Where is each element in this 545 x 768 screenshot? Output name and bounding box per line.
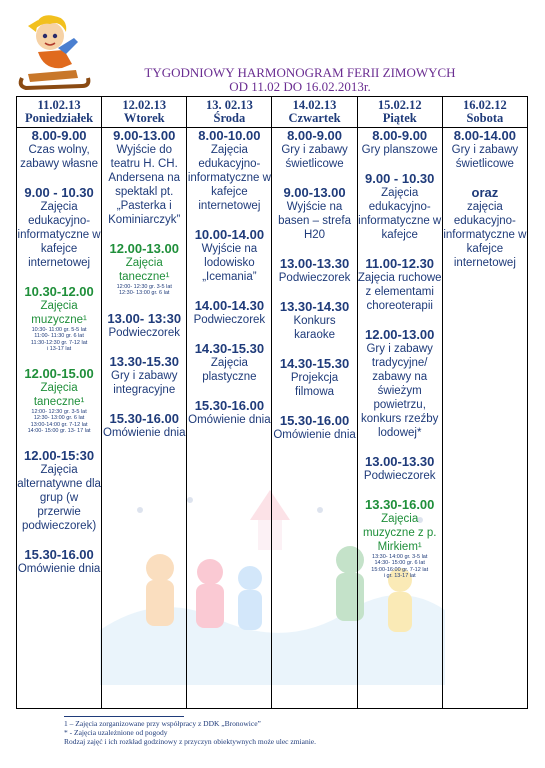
entry-time: 8.00-9.00 [31,128,87,143]
day-name: Poniedziałek [25,111,94,125]
day-name: Wtorek [123,111,165,125]
entry-time: 9.00 - 10.30 [24,185,94,200]
entry-group-note: 12:30- 13:00 gr. 6 lat [33,415,85,422]
footnotes [64,716,316,746]
entry-time: 9.00-13.00 [283,185,346,200]
entry-group-note: 11:00- 11:30 gr. 6 lat [34,333,84,340]
entry-time: 12.00-13.00 [109,241,179,256]
entry-activity: Zajęcia alternatywne dla grup (w przerwie podwieczorek) [17,464,101,533]
schedule-entry [272,413,356,442]
entry-time: 15.30-16.00 [109,410,179,426]
day-header [442,97,527,128]
footnote-1: 1 – Zajęcia zorganizowane przy współpracy z DDK „Bronowice” [64,719,261,728]
day-date: 15.02.12 [377,98,422,112]
schedule-entry [358,128,442,157]
entry-time: 13.30-16.00 [365,497,435,512]
day-header-row [17,97,528,128]
schedule-entry [187,298,271,327]
title-line-2: OD 11.02 DO 16.02.2013r. [229,79,371,94]
entry-time: 9.00 - 10.30 [365,171,435,186]
day-date: 13. 02.13 [205,98,253,112]
day-column [187,128,272,709]
entry-time: 14.30-15.30 [279,356,350,371]
schedule-entry [17,448,101,533]
schedule-entry [187,341,271,384]
day-header [272,97,357,128]
entry-time: 15.30-16.00 [194,398,265,413]
entry-time: 9.00-13.00 [113,128,176,143]
schedule-entry [358,454,442,483]
schedule-entry [17,185,101,270]
entry-time: 12.00-15:30 [24,448,95,464]
entry-time: 12.00-15.00 [24,366,94,382]
schedule-entry [17,284,101,352]
entry-activity: Gry i zabawy tradycyjne/ zabawy na świeżym powietrzu, konkurs rzeźby lodowej* [361,343,439,439]
day-column [17,128,102,709]
day-column [102,128,187,709]
schedule-entry [358,327,442,440]
entry-time: 12.00-13.00 [365,327,435,342]
entry-activity: Zajęcia plastyczne [202,357,257,383]
entry-activity: Konkurs karaoke [293,315,336,341]
schedule-entry [272,256,356,285]
footnote-divider [64,716,184,717]
day-header [357,97,442,128]
entry-time: 13.00-13.30 [279,256,350,271]
entry-activity: Zajęcia taneczne¹ [118,257,170,283]
entry-time: 8.00-9.00 [372,128,428,143]
entry-time: 15.30-16.00 [279,413,350,428]
entry-time: 8.00-9.00 [287,128,343,143]
entry-activity: Omówienie dnia [103,426,186,439]
entry-time: 11.00-12.30 [365,256,435,271]
entry-activity: Zajęcia taneczne¹ [33,382,85,409]
day-header [17,97,102,128]
entry-group-note: 11:30-12:30 gr. 7-12 lat [30,339,88,346]
day-name: Piątek [382,111,417,125]
entry-time: 14.30-15.30 [194,341,265,356]
entry-activity: Zajęcia muzyczne z p. Mirkiem¹ [362,513,437,553]
schedule-entry [17,128,101,171]
entry-group-note: 14:30- 15:00 gr. 6 lat [374,560,425,567]
day-column [357,128,442,709]
entry-time: 13.00-13.30 [365,454,435,469]
entry-time: 8.00-14.00 [453,128,516,143]
entry-time: 10.30-12.00 [24,284,94,299]
schedule-row [17,128,528,709]
entry-activity: Podwieczorek [193,314,266,326]
title-line-1: TYGODNIOWY HARMONOGRAM FERII ZIMOWYCH [144,65,456,80]
schedule-entry [358,256,442,313]
entry-activity: Zajęcia ruchowe z elementami choreoterapii [357,272,442,312]
day-date: 12.02.13 [122,98,167,112]
schedule-entry [187,398,271,427]
day-name: Środa [213,111,246,125]
day-name: Sobota [466,111,504,125]
entry-activity: Gry i zabawy integracyjne [111,369,178,396]
entry-activity: Podwieczorek [108,326,181,339]
entry-activity: Omówienie dnia [17,563,101,576]
schedule-table [16,96,528,709]
entry-group-note: 12:30- 13:00 gr. 6 lat [119,290,170,297]
entry-group-note: 14:00- 15:00 gr. 13- 17 lat [27,428,91,435]
entry-group-note: 12:00- 12:30 gr. 3-5 lat [116,284,172,290]
entry-group-note: 13:30- 14:00 gr. 3-5 lat [372,554,428,560]
entry-group-note: 10:30- 11:00 gr. 5-5 lat [31,327,87,333]
page-title [90,66,510,94]
schedule-entry [272,299,356,342]
entry-group-note: 15:00-16:00 gr. 7-12 lat [371,566,429,573]
day-header [187,97,272,128]
entry-activity: Podwieczorek [278,272,351,284]
entry-activity: Zajęcia muzyczne¹ [31,300,87,326]
day-date: 14.02.13 [292,98,337,112]
schedule-entry [187,128,271,213]
day-name: Czwartek [288,111,341,125]
entry-activity: Podwieczorek [363,470,436,482]
schedule-entry [272,128,356,171]
entry-time: 13.30-15.30 [109,353,179,369]
entry-activity: Wyjście na basen – strefa H20 [278,201,351,241]
day-date: 16.02.12 [463,98,507,112]
schedule-entry [102,354,186,397]
schedule-entry [17,547,101,576]
schedule-entry [102,241,186,297]
schedule-entry [17,366,101,434]
footnote-3: Rodzaj zajęć i ich rozkład godzinowy z przyczyn obiektywnych może ulec zmianie. [64,737,316,746]
day-column [442,128,527,709]
entry-group-note: 13:00-14:00 gr. 7-12 lat [30,421,88,428]
schedule-entry [358,171,442,242]
schedule-entry [358,497,442,579]
entry-group-note: i gr. 13-17 lat [383,572,416,579]
entry-activity: Omówienie dnia [273,429,356,441]
entry-group-note: 12:00- 12:30 gr. 3-5 lat [31,409,87,416]
schedule-entry [272,185,356,242]
entry-activity: Gry planszowe [361,144,438,156]
entry-activity: Wyjście na lodowisko „Icemania” [201,243,258,283]
entry-time: 10.00-14.00 [194,227,265,242]
day-date: 11.02.13 [37,98,81,112]
schedule-entry [102,128,186,227]
entry-time: 13.00- 13:30 [107,310,182,326]
child-on-sled-icon [14,8,96,94]
entry-time: oraz [471,185,499,200]
day-column [272,128,357,709]
entry-time: 14.00-14.30 [194,298,265,313]
schedule-entry [187,227,271,284]
entry-activity: Wyjście do teatru H. CH. Andersena na spektakl pt. „Pasterka i Kominiarczyk” [108,144,181,226]
entry-activity: Omówienie dnia [188,414,271,426]
day-header [102,97,187,128]
schedule-entry [443,185,527,270]
entry-activity: Zajęcia edukacyjno-informatyczne w kafejce internetowej [17,201,101,269]
entry-activity: zajęcia edukacyjno-informatyczne w kafejce internetowej [443,201,527,269]
entry-group-note: i 13-17 lat [47,345,72,352]
entry-time: 8.00-10.00 [198,128,261,143]
entry-time: 13.30-14.30 [279,299,350,314]
entry-activity: Czas wolny, zabawy własne [20,144,99,170]
entry-activity: Zajęcia edukacyjno-informatyczne w kafejce [358,187,442,241]
entry-activity: Zajęcia edukacyjno-informatyczne w kafejce internetowej [187,144,271,212]
schedule-entry [102,311,186,340]
footnote-2: * - Zajęcia uzależnione od pogody [64,728,168,737]
entry-activity: Gry i zabawy świetlicowe [281,144,348,170]
entry-time: 15.30-16.00 [24,547,94,563]
entry-activity: Gry i zabawy świetlicowe [451,144,519,170]
entry-activity: Projekcja filmowa [290,372,339,398]
schedule-entry [443,128,527,171]
schedule-entry [272,356,356,399]
schedule-entry [102,411,186,440]
